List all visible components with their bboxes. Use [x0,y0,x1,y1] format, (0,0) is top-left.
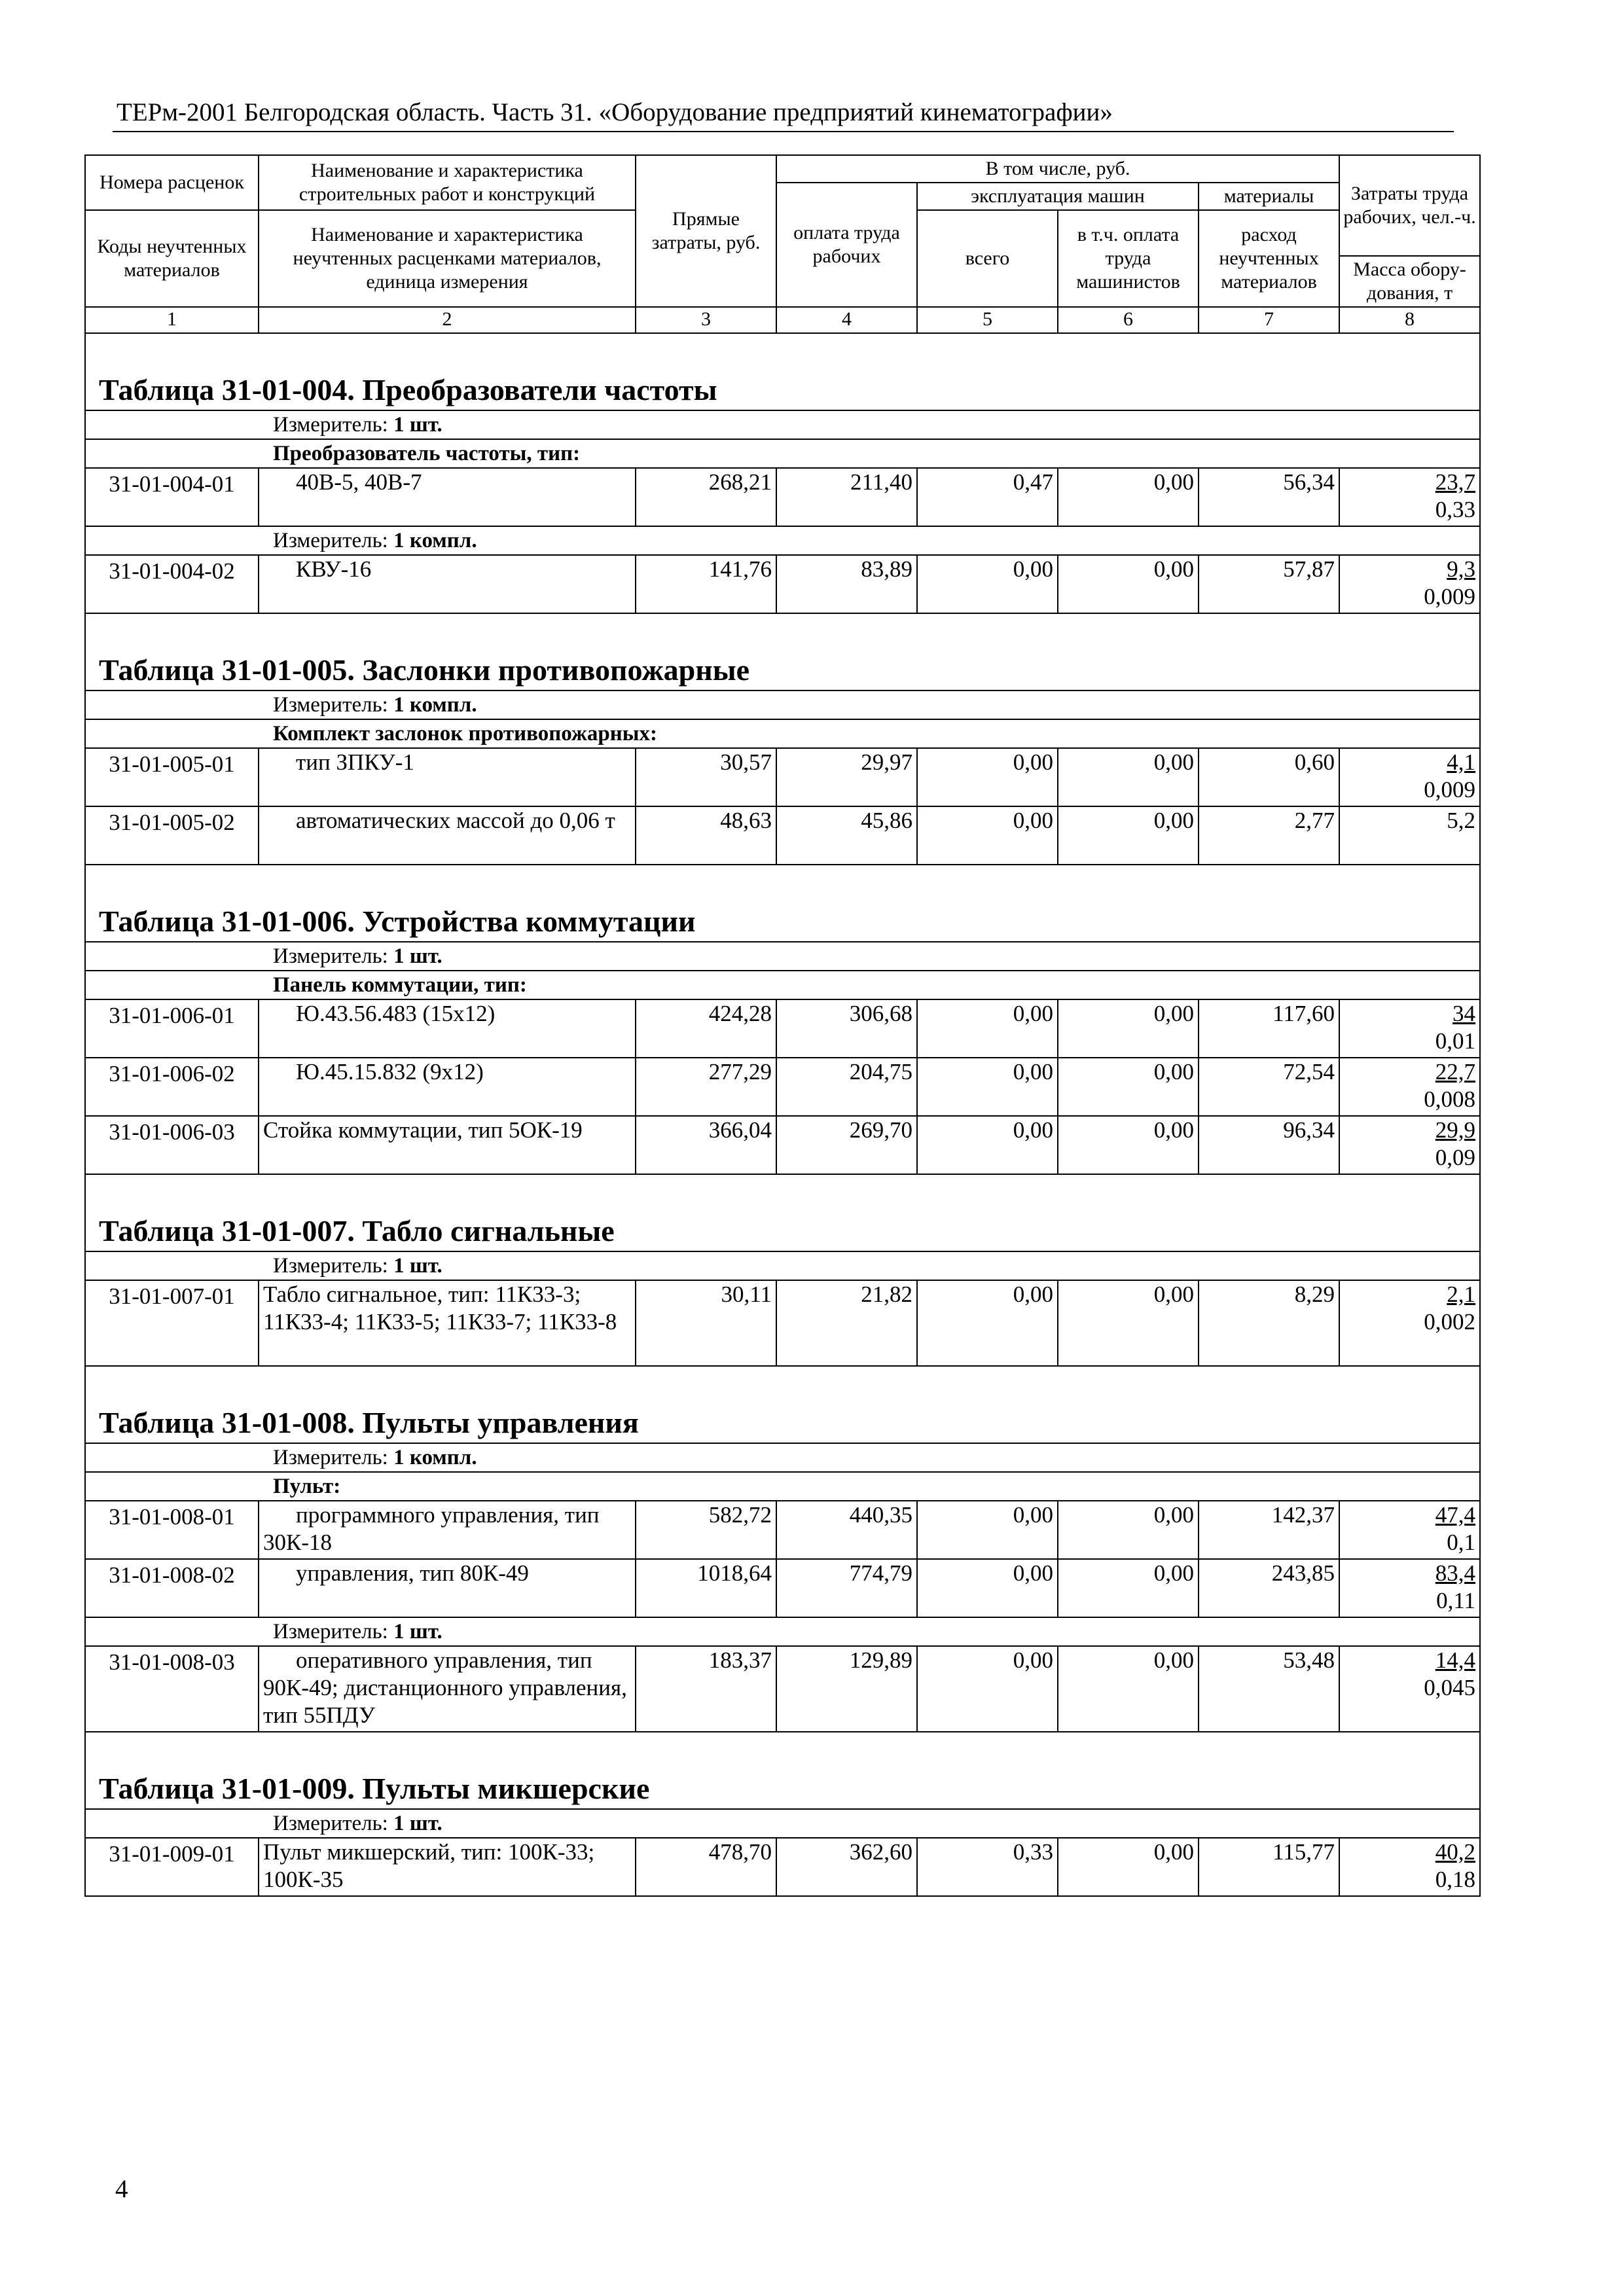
rate-name: Стойка коммутации, тип 5ОК-19 [259,1116,636,1174]
table-row [85,1646,1480,1732]
labor-hours: 40,2 [1435,1839,1476,1865]
machines-total: 0,00 [917,1559,1058,1617]
rate-code: 31-01-005-02 [85,806,259,865]
machinist-pay: 0,00 [1058,1559,1199,1617]
equipment-mass: 0,01 [1435,1028,1476,1054]
rate-name: КВУ-16 [259,555,636,613]
labor-pay: 21,82 [776,1280,917,1366]
direct-cost: 366,04 [636,1116,776,1174]
labor-pay: 440,35 [776,1501,917,1559]
col-number: 2 [259,307,636,333]
th-works-name: Наименование и характеристика строительных работ и конструкций [259,155,636,210]
rate-code: 31-01-008-03 [85,1646,259,1732]
col-number: 3 [636,307,776,333]
machines-total: 0,00 [917,806,1058,865]
labor-hours: 29,9 [1435,1117,1476,1143]
equipment-mass: 0,11 [1436,1588,1476,1613]
section-title: Таблица 31-01-006. Устройства коммутации [85,865,1480,942]
th-direct-costs: Прямые затраты, руб. [636,155,776,307]
materials-cost: 142,37 [1199,1501,1339,1559]
labor-pay: 211,40 [776,468,917,526]
th-material-codes: Коды неучтенных материалов [85,210,259,307]
labor-hours: 2,1 [1447,1282,1476,1307]
rates-table [84,154,1481,1897]
rate-code: 31-01-004-01 [85,468,259,526]
rate-name: программного управления, тип 30К-18 [259,1501,636,1559]
machinist-pay: 0,00 [1058,1280,1199,1366]
labor-pay: 774,79 [776,1559,917,1617]
machines-total: 0,00 [917,1280,1058,1366]
group-heading: Комплект заслонок противопожарных: [273,722,657,745]
labor-pay: 362,60 [776,1838,917,1896]
labor-pay: 269,70 [776,1116,917,1174]
section-title: Таблица 31-01-008. Пульты управления [85,1366,1480,1443]
col-number: 1 [85,307,259,333]
direct-cost: 478,70 [636,1838,776,1896]
rate-name: Ю.45.15.832 (9x12) [259,1058,636,1116]
col-number: 6 [1058,307,1199,333]
labor-hours: 23,7 [1435,469,1476,495]
machinist-pay: 0,00 [1058,1838,1199,1896]
direct-cost: 30,57 [636,748,776,806]
direct-cost: 48,63 [636,806,776,865]
col-number: 8 [1339,307,1480,333]
col-number: 4 [776,307,917,333]
section-title: Таблица 31-01-004. Преобразователи частоты [85,333,1480,410]
labor-hours: 9,3 [1447,556,1476,582]
th-materials-name: Наименование и характеристика неучтенных расценками материалов, единица измерения [259,210,636,307]
section-title: Таблица 31-01-007. Табло сигнальные [85,1174,1480,1251]
th-labor-pay: оплата труда рабочих [776,183,917,307]
rate-code: 31-01-008-02 [85,1559,259,1617]
machinist-pay: 0,00 [1058,806,1199,865]
labor-hours: 5,2 [1339,806,1480,865]
section-title: Таблица 31-01-009. Пульты микшерские [85,1732,1480,1809]
th-including: В том числе, руб. [776,155,1339,183]
materials-cost: 53,48 [1199,1646,1339,1732]
direct-cost: 30,11 [636,1280,776,1366]
measure-unit: Измеритель: 1 шт. [273,1254,442,1278]
labor-hours: 4,1 [1447,749,1476,775]
labor-hours: 22,7 [1435,1059,1476,1085]
machines-total: 0,00 [917,1116,1058,1174]
rate-name: оперативного управления, тип 90К-49; дистанционного управления, тип 55ПДУ [259,1646,636,1732]
machinist-pay: 0,00 [1058,1116,1199,1174]
equipment-mass: 0,18 [1435,1867,1476,1892]
measure-unit: Измеритель: 1 компл. [273,529,477,552]
equipment-mass: 0,009 [1424,777,1476,802]
section-title: Таблица 31-01-005. Заслонки противопожарные [85,613,1480,691]
machinist-pay: 0,00 [1058,468,1199,526]
rate-code: 31-01-007-01 [85,1280,259,1366]
rate-code: 31-01-004-02 [85,555,259,613]
th-labor-hours: Затраты труда рабочих, чел.-ч. [1339,155,1480,256]
th-rate-numbers: Номера расценок [85,155,259,210]
th-unaccounted-materials: расход неучтенных материалов [1199,210,1339,307]
table-row [85,468,1480,526]
materials-cost: 56,34 [1199,468,1339,526]
machines-total: 0,00 [917,1058,1058,1116]
machinist-pay: 0,00 [1058,999,1199,1058]
materials-cost: 2,77 [1199,806,1339,865]
equipment-mass: 0,045 [1424,1675,1476,1700]
col-number: 5 [917,307,1058,333]
equipment-mass: 0,008 [1424,1086,1476,1112]
direct-cost: 268,21 [636,468,776,526]
rate-name: 40В-5, 40В-7 [259,468,636,526]
rate-code: 31-01-006-02 [85,1058,259,1116]
th-equipment-mass: Масса обору-дования, т [1339,256,1480,307]
measure-unit: Измеритель: 1 компл. [273,1446,477,1469]
th-materials: материалы [1199,183,1339,210]
equipment-mass: 0,33 [1435,497,1476,522]
group-heading: Пульт: [273,1475,341,1498]
measure-unit: Измеритель: 1 компл. [273,693,477,717]
table-row [85,1058,1480,1116]
direct-cost: 424,28 [636,999,776,1058]
direct-cost: 183,37 [636,1646,776,1732]
th-machinist-pay: в т.ч. оплата труда машинистов [1058,210,1199,307]
table-row [85,1501,1480,1559]
group-heading: Панель коммутации, тип: [273,973,527,997]
measure-unit: Измеритель: 1 шт. [273,1812,442,1835]
machines-total: 0,00 [917,1646,1058,1732]
table-row [85,555,1480,613]
machines-total: 0,47 [917,468,1058,526]
machines-total: 0,00 [917,1501,1058,1559]
materials-cost: 243,85 [1199,1559,1339,1617]
labor-pay: 204,75 [776,1058,917,1116]
materials-cost: 0,60 [1199,748,1339,806]
machines-total: 0,33 [917,1838,1058,1896]
page-header-title: ТЕРм-2001 Белгородская область. Часть 31. «Оборудование предприятий кинематографии» [117,98,1113,126]
labor-pay: 29,97 [776,748,917,806]
rate-name: Табло сигнальное, тип: 11К33-3; 11К33-4; 11К33-5; 11К33-7; 11К33-8 [259,1280,636,1366]
equipment-mass: 0,09 [1435,1145,1476,1170]
rate-code: 31-01-009-01 [85,1838,259,1896]
labor-pay: 83,89 [776,555,917,613]
direct-cost: 1018,64 [636,1559,776,1617]
labor-pay: 306,68 [776,999,917,1058]
machinist-pay: 0,00 [1058,1501,1199,1559]
table-row [85,999,1480,1058]
materials-cost: 117,60 [1199,999,1339,1058]
materials-cost: 96,34 [1199,1116,1339,1174]
rate-name: тип ЗПКУ-1 [259,748,636,806]
measure-unit: Измеритель: 1 шт. [273,944,442,968]
measure-unit: Измеритель: 1 шт. [273,413,442,437]
materials-cost: 8,29 [1199,1280,1339,1366]
table-row [85,1838,1480,1896]
machinist-pay: 0,00 [1058,1058,1199,1116]
th-machines-total: всего [917,210,1058,307]
table-row [85,1280,1480,1366]
materials-cost: 57,87 [1199,555,1339,613]
table-row [85,748,1480,806]
equipment-mass: 0,002 [1424,1309,1476,1335]
col-number: 7 [1199,307,1339,333]
table-row [85,1116,1480,1174]
group-heading: Преобразователь частоты, тип: [273,442,581,465]
table-row [85,806,1480,865]
th-machine-operation: эксплуатация машин [917,183,1199,210]
machinist-pay: 0,00 [1058,1646,1199,1732]
rate-code: 31-01-005-01 [85,748,259,806]
equipment-mass: 0,009 [1424,584,1476,609]
machinist-pay: 0,00 [1058,555,1199,613]
labor-hours: 14,4 [1435,1647,1476,1673]
rate-name: Ю.43.56.483 (15x12) [259,999,636,1058]
direct-cost: 277,29 [636,1058,776,1116]
labor-hours: 83,4 [1435,1560,1476,1586]
page-number: 4 [115,2175,128,2203]
equipment-mass: 0,1 [1447,1530,1476,1555]
measure-unit: Измеритель: 1 шт. [273,1620,442,1643]
machines-total: 0,00 [917,555,1058,613]
labor-pay: 45,86 [776,806,917,865]
direct-cost: 582,72 [636,1501,776,1559]
labor-hours: 47,4 [1435,1502,1476,1528]
direct-cost: 141,76 [636,555,776,613]
rate-code: 31-01-006-03 [85,1116,259,1174]
materials-cost: 72,54 [1199,1058,1339,1116]
labor-pay: 129,89 [776,1646,917,1732]
rate-name: Пульт микшерский, тип: 100К-33; 100К-35 [259,1838,636,1896]
rate-name: управления, тип 80К-49 [259,1559,636,1617]
machinist-pay: 0,00 [1058,748,1199,806]
table-row [85,1559,1480,1617]
machines-total: 0,00 [917,748,1058,806]
header-rule [113,131,1454,132]
rate-code: 31-01-006-01 [85,999,259,1058]
labor-hours: 34 [1453,1001,1476,1026]
machines-total: 0,00 [917,999,1058,1058]
rate-name: автоматических массой до 0,06 т [259,806,636,865]
rate-code: 31-01-008-01 [85,1501,259,1559]
materials-cost: 115,77 [1199,1838,1339,1896]
